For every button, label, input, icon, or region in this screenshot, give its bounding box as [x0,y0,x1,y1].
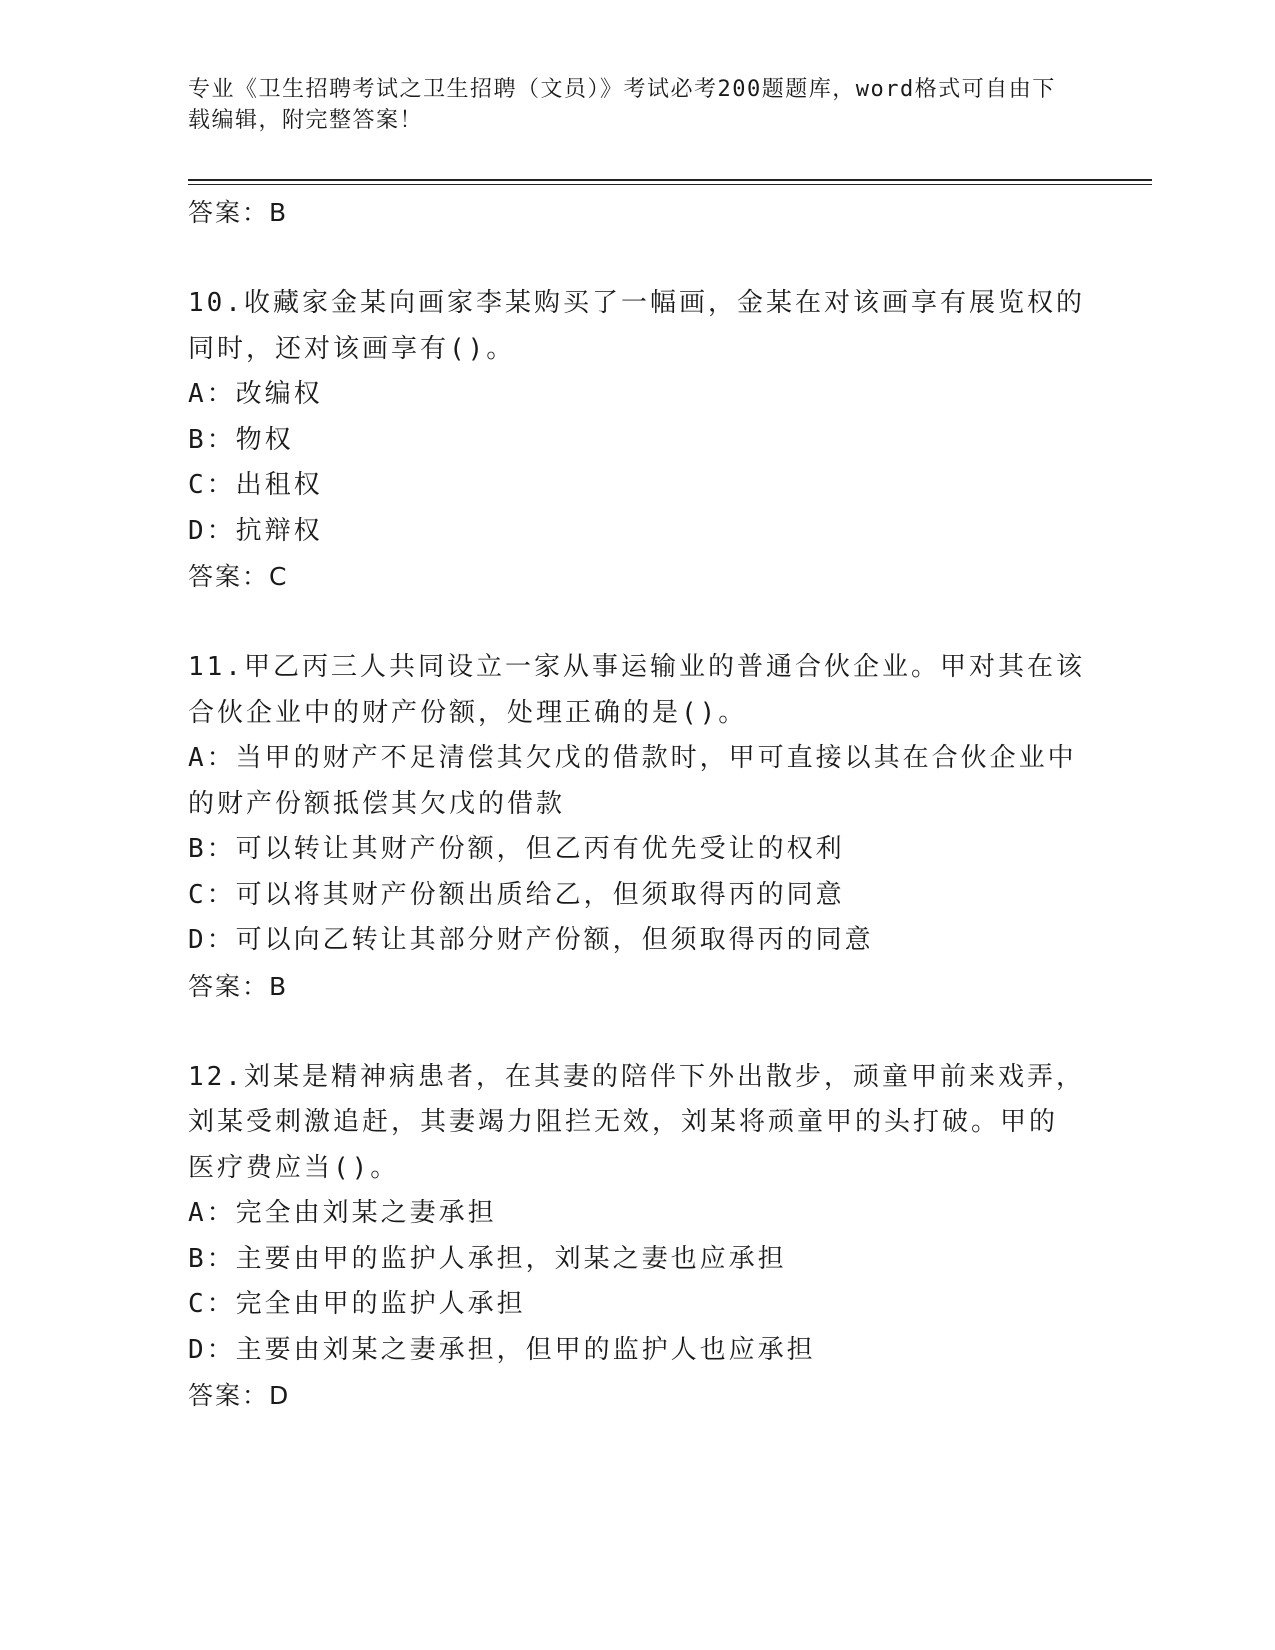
question-stem-line: 合伙企业中的财产份额，处理正确的是()。 [188,697,748,728]
header-divider-thin [188,184,1152,185]
question-stem-line: 11.甲乙丙三人共同设立一家从事运输业的普通合伙企业。甲对其在该 [188,652,1085,682]
question-stem-line: 刘某受刺激追赶，其妻竭力阻拦无效，刘某将顽童甲的头打破。甲的 [188,1107,1059,1137]
option-a: A：改编权 [188,379,323,409]
answer: 答案：C [188,562,289,591]
answer: 答案：D [188,1381,291,1410]
option-d: D：抗辩权 [188,515,323,546]
document-header [188,74,1068,136]
previous-answer: 答案：B [188,198,289,227]
option-b: B：可以转让其财产份额，但乙丙有优先受让的权利 [188,834,845,864]
question-stem-line: 10.收藏家金某向画家李某购买了一幅画，金某在对该画享有展览权的 [188,288,1085,318]
spacer [188,236,1088,282]
question-10 [188,281,1088,600]
option-c: C：完全由甲的监护人承担 [188,1289,526,1319]
question-11 [188,645,1088,1009]
header-text: 专业《卫生招聘考试之卫生招聘（文员）》考试必考200题题库，word格式可自由下载编辑，附完整答案！ [188,77,1056,133]
option-d: D：可以向乙转让其部分财产份额，但须取得丙的同意 [188,925,874,955]
option-a-continued: 的财产份额抵偿其欠戊的借款 [188,788,566,819]
question-list [188,190,1088,1419]
option-a: A：完全由刘某之妻承担 [188,1198,497,1228]
question-stem-line: 12.刘某是精神病患者，在其妻的陪伴下外出散步，顽童甲前来戏弄， [188,1061,1085,1092]
option-c: C：出租权 [188,470,323,500]
option-c: C：可以将其财产份额出质给乙，但须取得丙的同意 [188,879,845,910]
option-a: A：当甲的财产不足清偿其欠戊的借款时，甲可直接以其在合伙企业中 [188,743,1077,773]
spacer [188,1009,1088,1055]
header-divider [188,179,1152,181]
answer: 答案：B [188,971,289,1001]
question-stem-line: 医疗费应当()。 [188,1152,400,1183]
question-stem-line: 同时，还对该画享有()。 [188,333,516,364]
option-d: D：主要由刘某之妻承担，但甲的监护人也应承担 [188,1334,816,1365]
option-b: B：主要由甲的监护人承担，刘某之妻也应承担 [188,1243,787,1274]
question-12 [188,1055,1088,1419]
option-b: B：物权 [188,424,294,455]
spacer [188,600,1088,646]
